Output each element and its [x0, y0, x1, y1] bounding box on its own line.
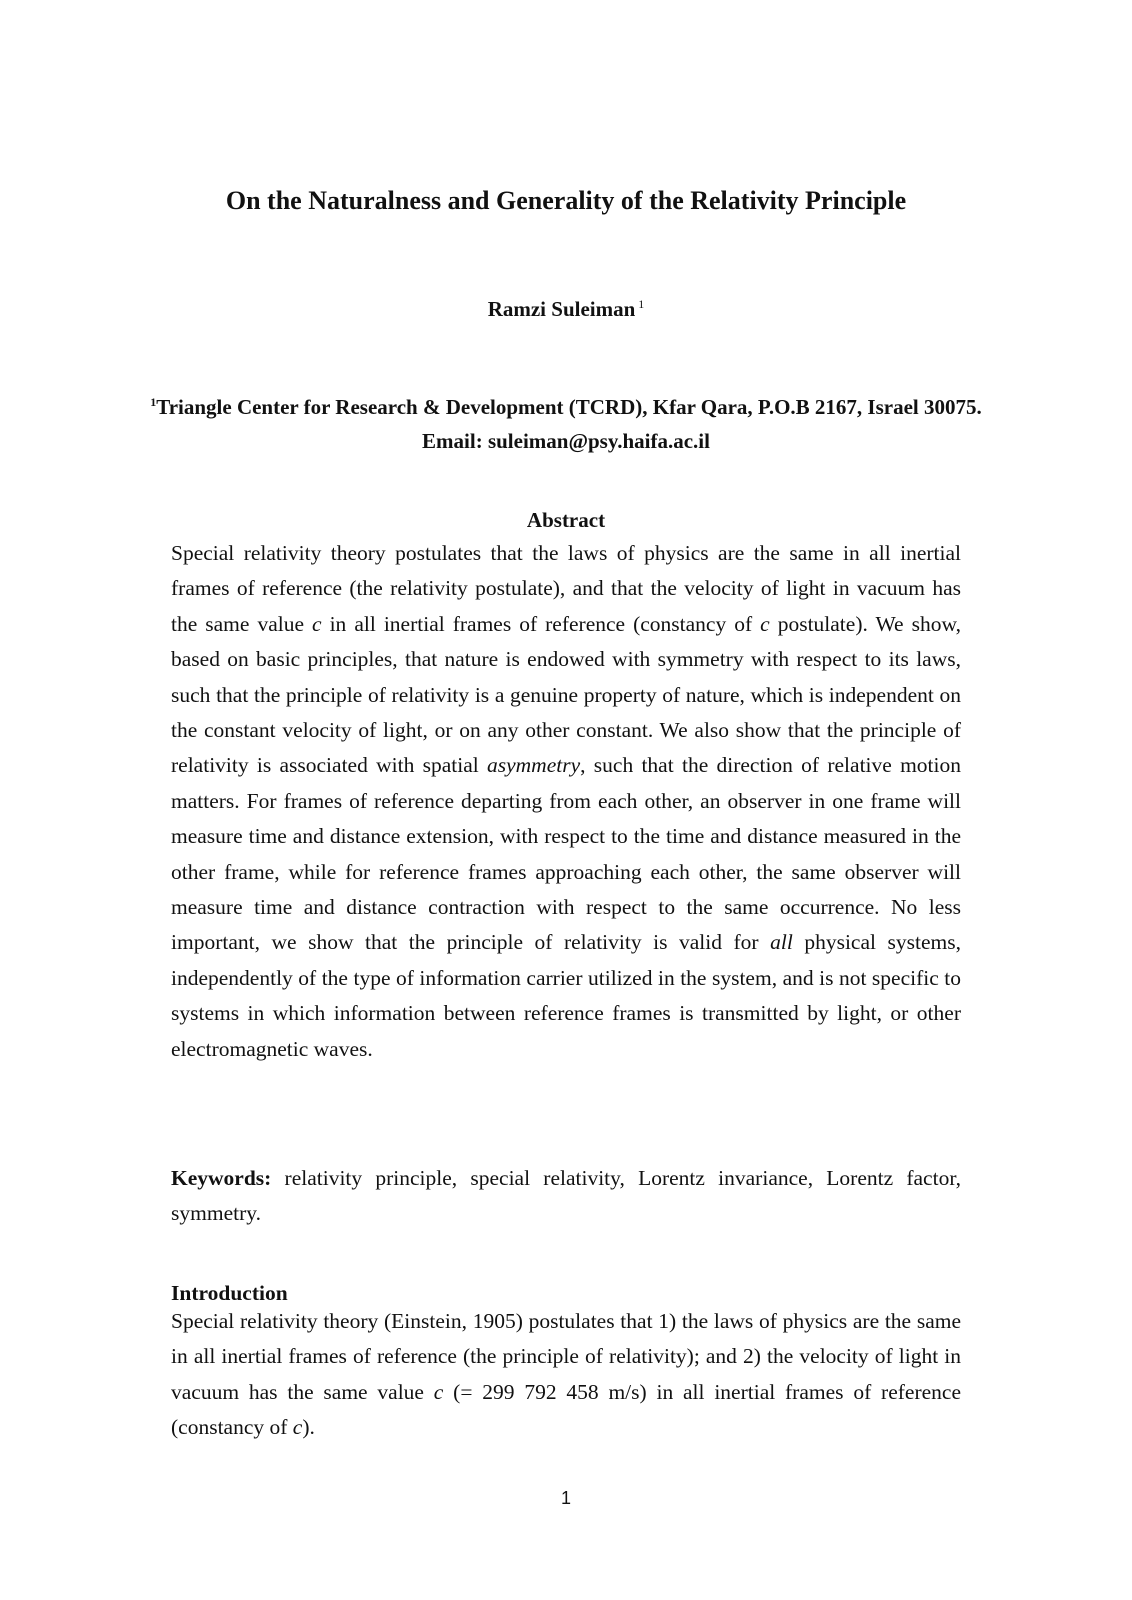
intro-text-1: Special relativity theory (Einstein, 1905) postulates that 1) the laws of physics are the same in all inertial frames of reference (the principle of relativity); and 2) the velocity of light in vacuum has the same value	[171, 1309, 961, 1404]
abstract-text-4: , such that the direction of relative motion matters. For frames of reference departing from each other, an observer in one frame will measure time and distance extension, with respect to the time and distance measured in the other frame, while for reference frames approaching each other, the same observer will measure time and distance contraction with respect to the same occurrence. No less important, we show that the principle of relativity is valid for	[171, 753, 962, 955]
abstract-heading: Abstract	[526, 508, 606, 532]
introduction-paragraph	[171, 1304, 961, 1446]
keywords-label: Keywords:	[171, 1166, 272, 1190]
affiliation-text: Triangle Center for Research & Development (TCRD), Kfar Qara, P.O.B 2167, Israel 30075. Email: suleiman@psy.haifa.ac.il	[156, 395, 982, 453]
page-number: 1	[560, 1488, 571, 1508]
author-affiliation-mark: 1	[638, 297, 645, 311]
intro-text-2: (= 299 792 458 m/s) in all inertial frames of reference (constancy of	[171, 1379, 961, 1440]
abstract-italic-c-2: c	[760, 611, 770, 636]
intro-italic-c-1: c	[433, 1379, 444, 1404]
affiliation-mark: 1	[150, 395, 157, 409]
author-line	[0, 290, 1132, 323]
paper-title: On the Naturalness and Generality of the Relativity Principle	[225, 186, 907, 215]
abstract-text-5: physical systems, independently of the type of information carrier utilized in the system, and is not specific to systems in which information between reference frames is transmitted by light, or other electromagnetic waves.	[171, 930, 961, 1061]
introduction-heading: Introduction	[171, 1281, 288, 1305]
intro-italic-c-2: c	[292, 1415, 303, 1440]
keywords-paragraph	[171, 1161, 961, 1232]
abstract-text-2: in all inertial frames of reference (constancy of	[321, 611, 761, 636]
abstract-italic-c-1: c	[312, 611, 322, 636]
intro-text-3: ).	[302, 1415, 315, 1440]
keywords-text: relativity principle, special relativity, Lorentz invariance, Lorentz factor, symmetry.	[171, 1166, 961, 1226]
abstract-text-1: Special relativity theory postulates that the laws of physics are the same in all inertial frames of reference (the relativity postulate), and that the velocity of light in vacuum has the same value	[171, 541, 961, 636]
abstract-paragraph	[171, 536, 961, 1067]
abstract-text-3: postulate). We show, based on basic principles, that nature is endowed with symmetry with respect to its laws, such that the principle of relativity is a genuine property of nature, which is independent on the constant velocity of light, or on any other constant. We also show that the principle of relativity is associated with spatial	[171, 611, 961, 778]
affiliation	[150, 385, 982, 458]
author-name: Ramzi Suleiman	[487, 297, 636, 321]
abstract-italic-asymmetry: asymmetry	[487, 753, 581, 778]
abstract-italic-all: all	[770, 930, 793, 955]
